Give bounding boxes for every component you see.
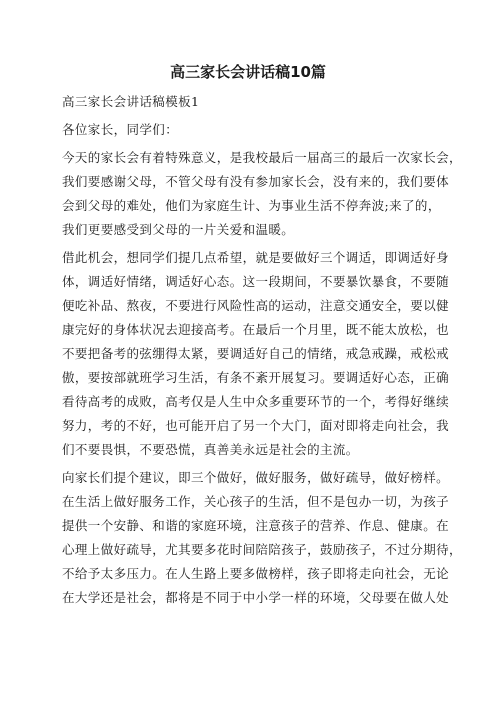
text-line: 在大学还是社会，都将是不同于中小学一样的环境，父母要在做人处	[62, 590, 450, 605]
paragraph	[62, 90, 440, 114]
document-body	[62, 90, 462, 614]
text-line: 们不要畏惧，不要恐慌，真善美永远是社会的主流。	[62, 442, 359, 457]
paragraph	[62, 146, 462, 242]
text-line: 不要把备考的弦绷得太紧，要调适好自己的情绪，戒急戒躁，戒松戒	[62, 346, 450, 361]
text-line: 心理上做好疏导，尤其要多花时间陪陪孩子，鼓励孩子，不过分期待，	[62, 542, 462, 557]
text-line: 向家长们提个建议，即三个做好，做好服务，做好疏导，做好榜样。	[62, 470, 450, 485]
paragraph	[62, 246, 450, 462]
text-line: 不给予太多压力。在人生路上要多做榜样，孩子即将走向社会，无论	[62, 566, 450, 581]
text-line: 借此机会，想同学们提几点希望，就是要做好三个调适，即调适好身	[62, 250, 450, 265]
text-line: 各位家长，同学们：	[62, 122, 179, 137]
text-line: 今天的家长会有着特殊意义，是我校最后一届高三的最后一次家长会，	[62, 150, 462, 165]
text-line: 努力，考的不好，也可能开启了另一个大门，面对即将走向社会，我	[62, 418, 450, 433]
text-line: 会到父母的难处，他们为家庭生计、为事业生活不停奔波;来了的，	[62, 198, 441, 213]
text-line: 傲，要按部就班学习生活，有条不紊开展复习。要调适好心态，正确	[62, 370, 450, 385]
paragraph	[62, 118, 440, 142]
text-line: 便吃补品、熬夜，不要进行风险性高的运动，注意交通安全，要以健	[62, 298, 450, 313]
text-line: 康完好的身体状况去迎接高考。在最后一个月里，既不能太放松，也	[62, 322, 450, 337]
document-title: 高三家长会讲话稿10篇	[170, 63, 326, 81]
text-line: 看待高考的成败，高考仅是人生中众多重要环节的一个，考得好继续	[62, 394, 450, 409]
text-line: 我们要感谢父母，不管父母有没有参加家长会，没有来的，我们要体	[62, 174, 450, 189]
paragraph	[62, 466, 462, 610]
text-line: 我们更要感受到父母的一片关爱和温暖。	[62, 222, 295, 237]
text-line: 在生活上做好服务工作，关心孩子的生活，但不是包办一切，为孩子	[62, 494, 450, 509]
text-line: 高三家长会讲话稿模板1	[62, 94, 200, 109]
text-line: 体，调适好情绪，调适好心态。这一段期间，不要暴饮暴食，不要随	[62, 274, 450, 289]
text-line: 提供一个安静、和谐的家庭环境，注意孩子的营养、作息、健康。在	[62, 518, 450, 533]
